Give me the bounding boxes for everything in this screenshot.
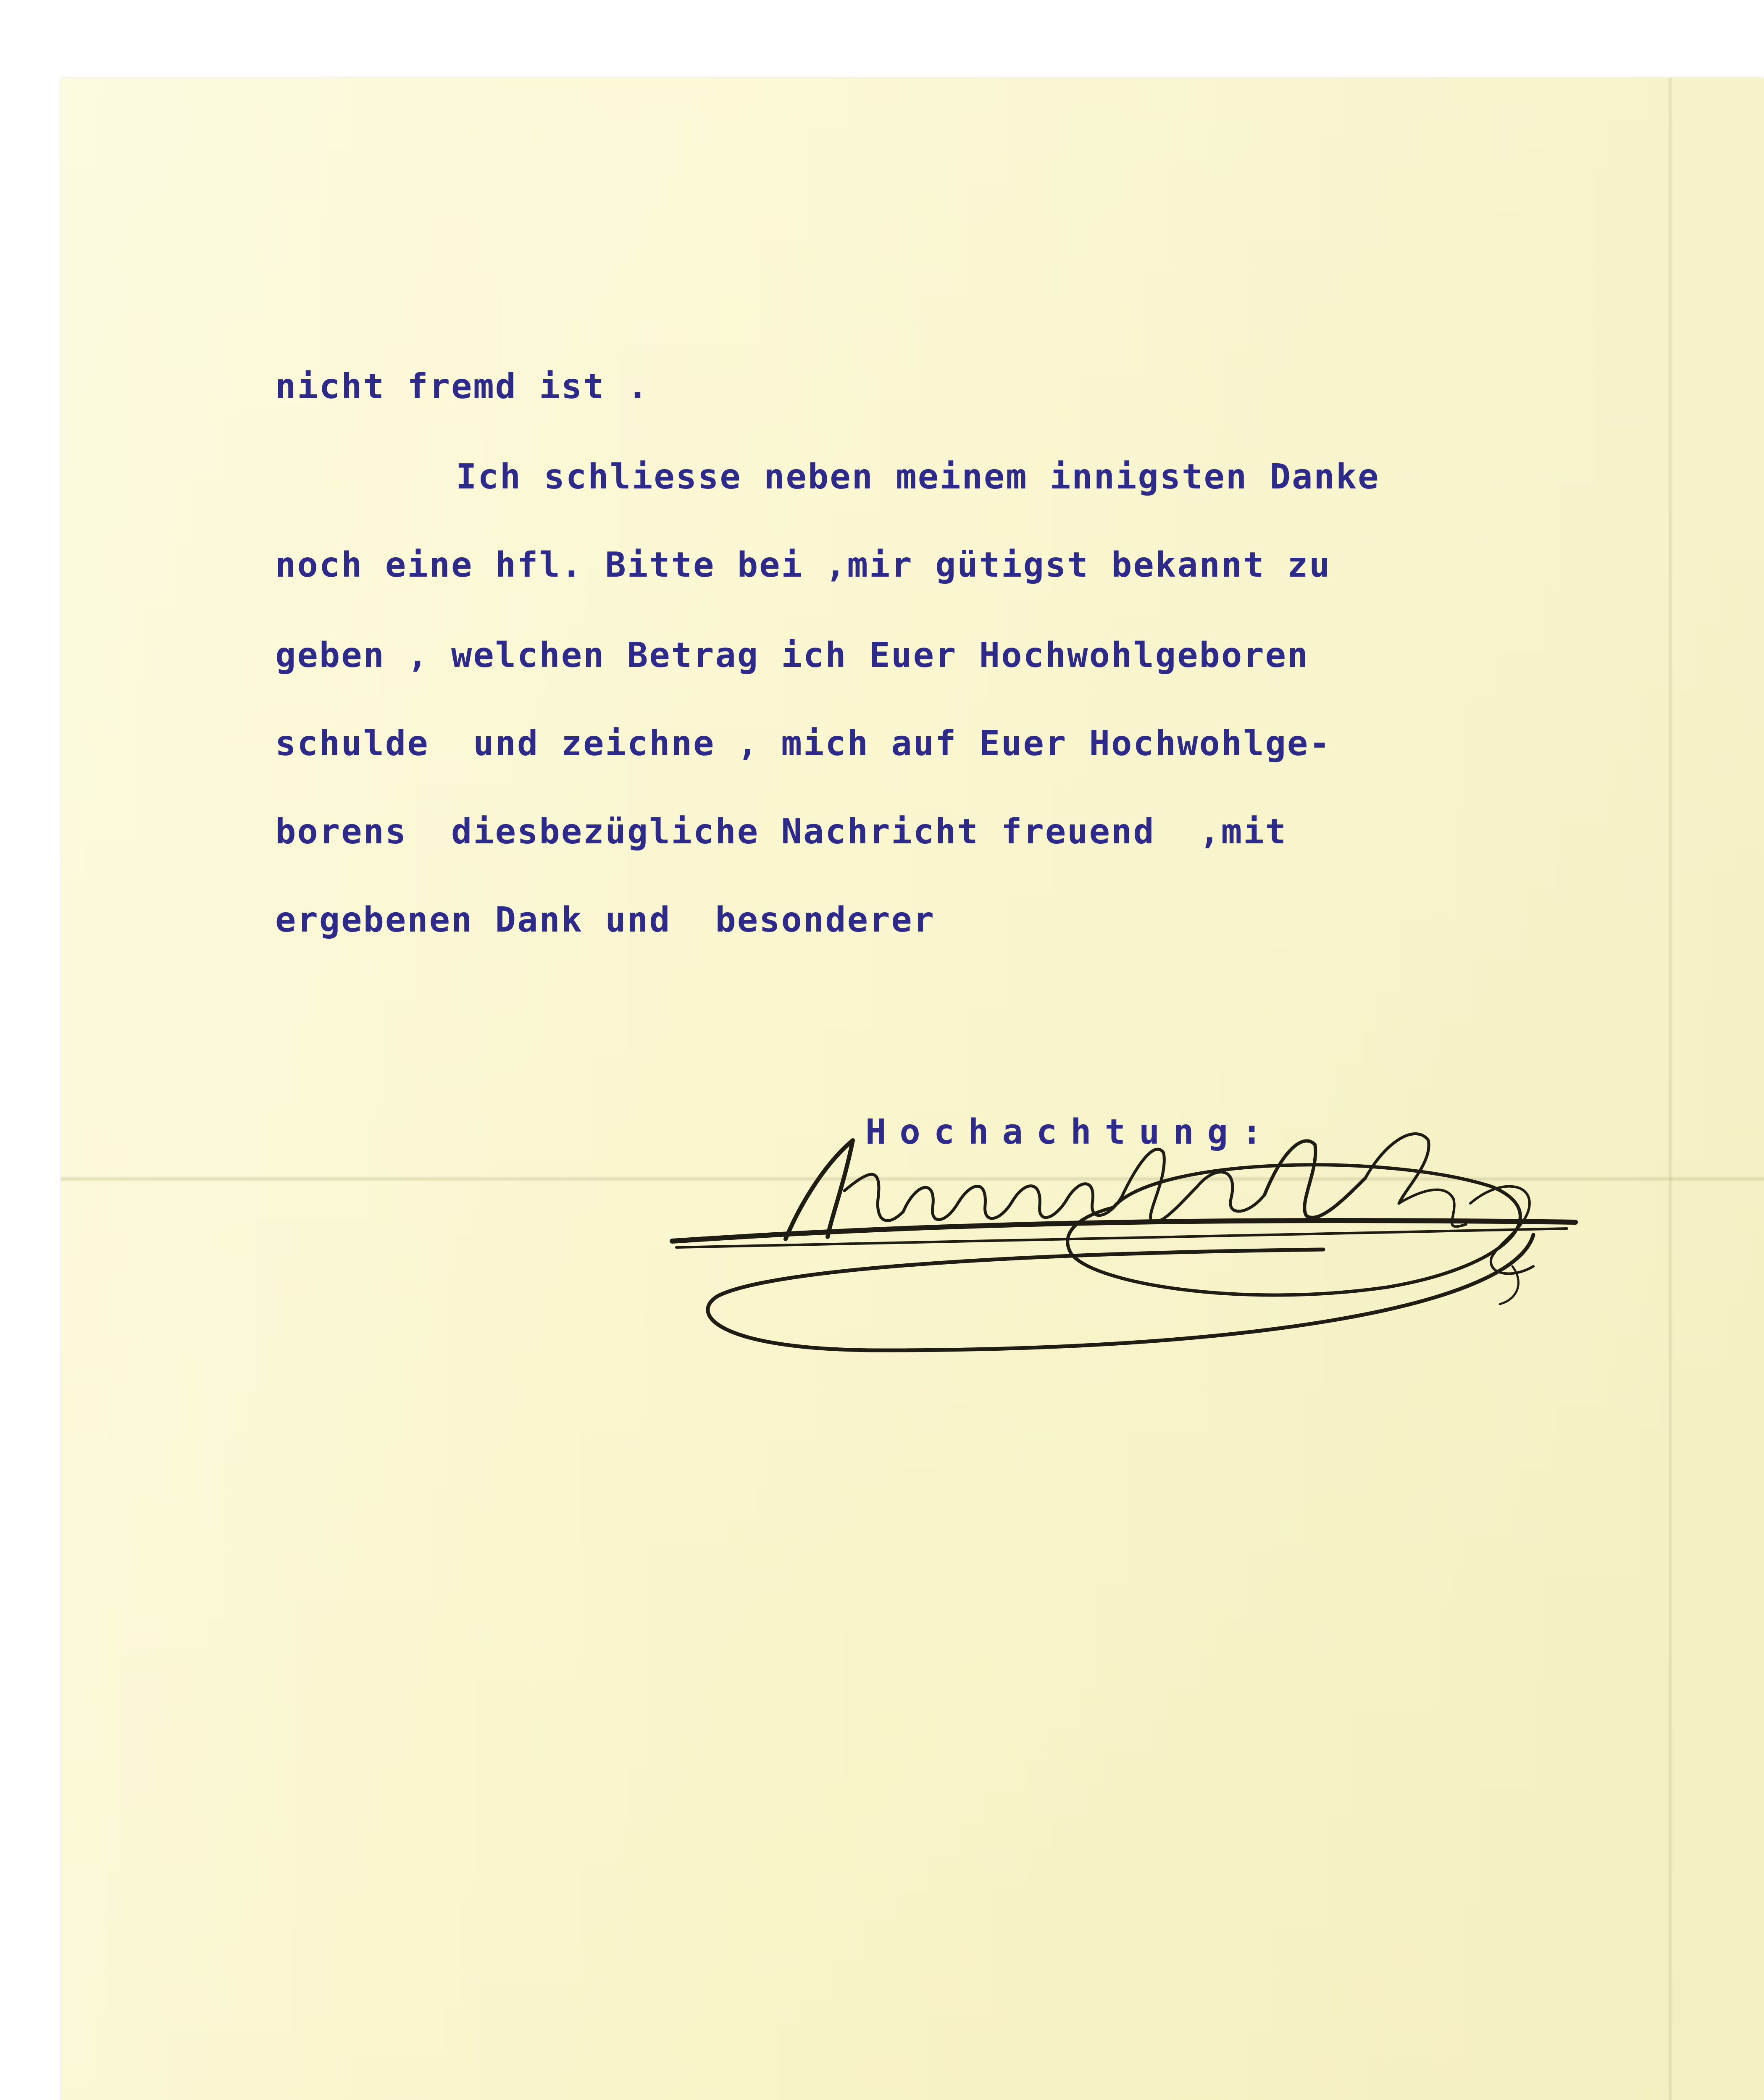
letter-line-4: geben , welchen Betrag ich Euer Hochwohlgeboren bbox=[275, 635, 1309, 675]
letter-line-5: schulde und zeichne , mich auf Euer Hochwohlge- bbox=[275, 724, 1331, 764]
closing-salutation: Hochachtung: bbox=[865, 1112, 1276, 1152]
letter-line-2: Ich schliesse neben meinem innigsten Danke bbox=[456, 457, 1380, 497]
letter-line-3: noch eine hfl. Bitte bei ,mir gütigst bekannt zu bbox=[275, 545, 1331, 585]
paper-fold-vertical bbox=[1668, 78, 1673, 2100]
letter-line-1: nicht fremd ist . bbox=[275, 367, 649, 407]
letter-line-7: ergebenen Dank und besonderer bbox=[275, 900, 936, 940]
handwritten-signature bbox=[609, 1112, 1617, 1451]
letter-line-6: borens diesbezügliche Nachricht freuend ,mit bbox=[275, 812, 1287, 852]
